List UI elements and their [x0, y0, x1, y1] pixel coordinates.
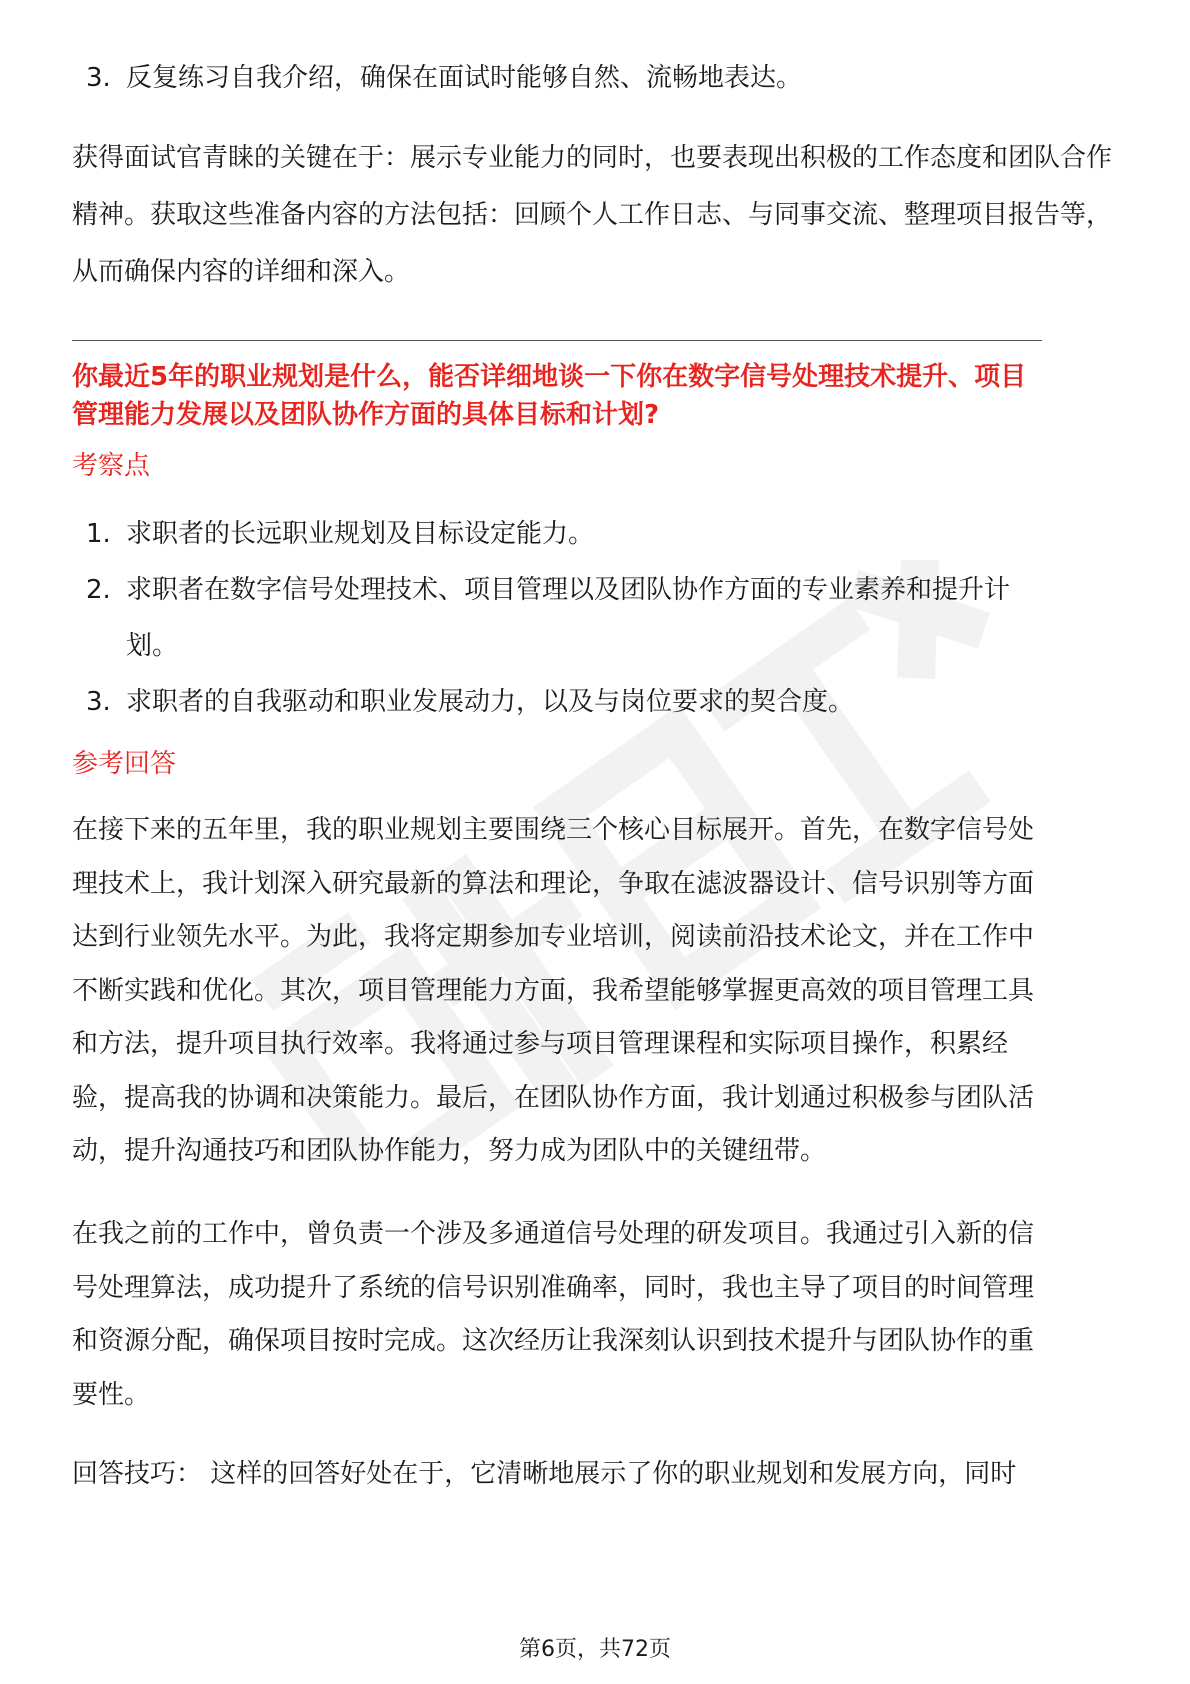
section-divider [72, 340, 1042, 341]
list-text: 求职者的长远职业规划及目标设定能力。 [126, 519, 595, 549]
list-item [72, 50, 1122, 106]
list-number: 2. [86, 575, 111, 605]
intro-paragraph: 获得面试官青睐的关键在于：展示专业能力的同时，也要表现出积极的工作态度和团队合作精神。获取这些准备内容的方法包括：回顾个人工作日志、与同事交流、整理项目报告等，从而确保内容的详细和深入。 [72, 143, 1113, 287]
top-list [72, 50, 1122, 106]
page-number-footer: 第6页，共72页 [519, 1637, 671, 1662]
list-number: 3. [86, 63, 111, 93]
interview-question: 你最近5年的职业规划是什么，能否详细地谈一下你在数字信号处理技术提升、项目管理能力发展以及团队协作方面的具体目标和计划? [72, 362, 1027, 430]
answer-paragraph: 在接下来的五年里，我的职业规划主要围绕三个核心目标展开。首先，在数字信号处理技术上，我计划深入研究最新的算法和理论，争取在滤波器设计、信号识别等方面达到行业领先水平。为此，我将定期参加专业培训，阅读前沿技术论文，并在工作中不断实践和优化。其次，项目管理能力方面，我希望能够掌握更高效的项目管理工具和方法，提升项目执行效率。我将通过参与项目管理课程和实际项目操作，积累经验，提高我的协调和决策能力。最后，在团队协作方面，我计划通过积极参与团队活动，提升沟通技巧和团队协作能力，努力成为团队中的关键纽带。 [72, 815, 1035, 1166]
list-text: 求职者的自我驱动和职业发展动力，以及与岗位要求的契合度。 [126, 687, 855, 717]
list-item [72, 674, 1042, 730]
list-item [72, 562, 1042, 674]
list-number: 3. [86, 687, 111, 717]
exam-points-heading: 考察点 [72, 451, 151, 481]
list-text: 反复练习自我介绍，确保在面试时能够自然、流畅地表达。 [126, 63, 803, 93]
exam-points-list [72, 506, 1042, 730]
answer-paragraph: 在我之前的工作中，曾负责一个涉及多通道信号处理的研发项目。我通过引入新的信号处理算法，成功提升了系统的信号识别准确率，同时，我也主导了项目的时间管理和资源分配，确保项目按时完成。这次经历让我深刻认识到技术提升与团队协作的重要性。 [72, 1219, 1035, 1410]
answer-tips-line: 回答技巧： 这样的回答好处在于，它清晰地展示了你的职业规划和发展方向，同时 [72, 1459, 1017, 1489]
list-text: 求职者在数字信号处理技术、项目管理以及团队协作方面的专业素养和提升计划。 [126, 575, 1011, 661]
reference-answer-heading: 参考回答 [72, 749, 177, 779]
list-item [72, 506, 1042, 562]
list-number: 1. [86, 519, 111, 549]
